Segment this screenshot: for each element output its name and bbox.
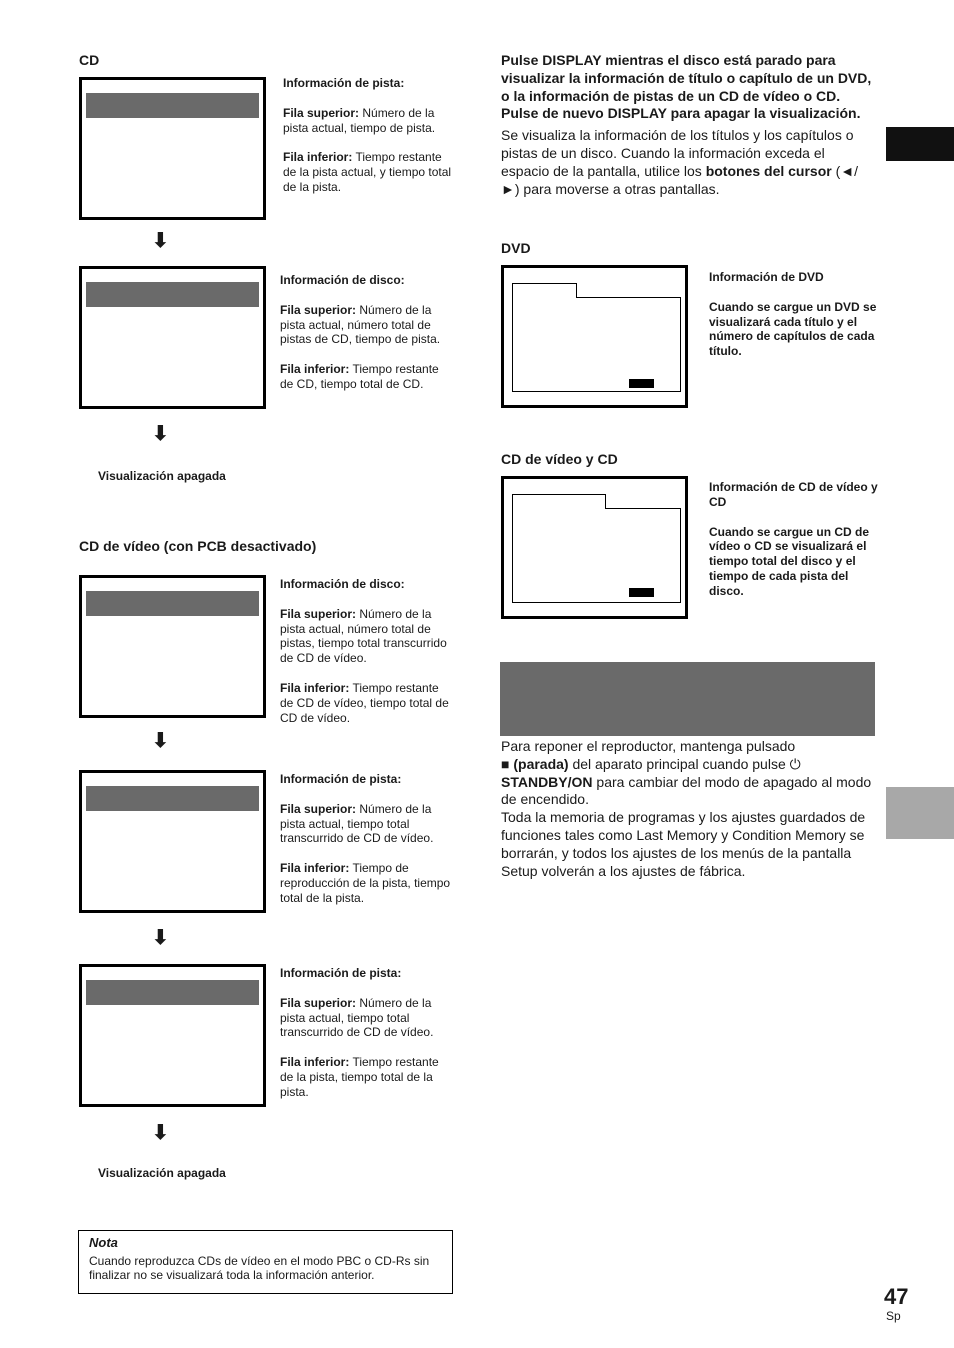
- stop-label: (parada): [509, 755, 569, 772]
- vcd-heading: CD de vídeo (con PCB desactivado): [79, 538, 317, 554]
- dvd-caption: [709, 270, 879, 359]
- display-off-label: Visualización apagada: [98, 469, 226, 483]
- bottom-row-text: Tiempo restante de CD, tiempo total de CD.: [280, 362, 439, 391]
- vcd-disc-caption: [280, 577, 455, 725]
- instruction-text-b: (◄/►) para moverse a otras pantallas.: [501, 162, 859, 197]
- top-row-text: Número de la pista actual, número total de pistas, tiempo total transcurrido de CD de vídeo.: [280, 606, 447, 666]
- bottom-row-text: Tiempo restante de CD de vídeo, tiempo total de CD de vídeo.: [280, 680, 449, 725]
- dvd-screen: [501, 265, 688, 408]
- cd-track-caption: [283, 76, 453, 195]
- top-row-text: Número de la pista actual, tiempo total transcurrido de CD de vídeo.: [280, 801, 434, 846]
- screen-info-bar: [86, 786, 259, 811]
- power-icon: ⏻: [789, 755, 801, 772]
- top-row-label: Fila superior:: [283, 105, 360, 120]
- section-banner: [500, 662, 875, 736]
- reset-line-1: Para reponer el reproductor, mantenga pulsado: [501, 738, 796, 754]
- top-row-label: Fila superior:: [280, 801, 357, 816]
- note-box: [78, 1230, 453, 1294]
- bottom-row-text: Tiempo de reproducción de la pista, tiempo total de la pista.: [280, 861, 451, 905]
- note-text: Cuando reproduzca CDs de vídeo en el modo PBC o CD-Rs sin finalizar no se visualizará toda la información anterior.: [89, 1254, 430, 1282]
- top-row-label: Fila superior:: [280, 995, 357, 1010]
- bottom-row-label: Fila inferior:: [283, 150, 353, 165]
- caption-title: Información de pista:: [280, 966, 402, 980]
- top-row-text: Número de la pista actual, tiempo total transcurrido de CD de vídeo.: [280, 995, 434, 1040]
- reset-line-2: del aparato principal cuando pulse: [568, 755, 790, 772]
- caption-title: Información de pista:: [283, 76, 405, 90]
- vcd-track-caption: [280, 772, 455, 906]
- caption-title: Información de disco:: [280, 577, 405, 591]
- screen-info-bar: [86, 591, 259, 616]
- standby-label: STANDBY/ON: [501, 773, 593, 790]
- top-row-text: Número de la pista actual, tiempo de pista.: [283, 105, 436, 135]
- page-number: 47: [884, 1284, 909, 1309]
- vcd-cd-screen: [501, 476, 688, 619]
- bottom-row-label: Fila inferior:: [280, 680, 350, 695]
- caption-text: Cuando se cargue un CD de vídeo o CD se visualizará el tiempo total del disco y el tiempo de cada pista del disco.: [709, 524, 870, 598]
- down-arrow-icon: ⬇: [152, 927, 169, 949]
- section-tab-gray: [886, 787, 954, 839]
- reset-line-3: para cambiar del modo de apagado al modo de encendido.: [501, 773, 872, 808]
- top-row-text: Número de la pista actual, número total de pistas de CD, tiempo de pista.: [280, 302, 441, 347]
- bottom-row-text: Tiempo restante de la pista, tiempo total de la pista.: [280, 1055, 439, 1099]
- screen-info-bar: [86, 282, 259, 307]
- down-arrow-icon: ⬇: [152, 230, 169, 252]
- reset-paragraph: [501, 738, 875, 809]
- bottom-row-label: Fila inferior:: [280, 861, 350, 876]
- screen-tab-notch: [576, 283, 681, 298]
- dvd-heading: DVD: [501, 240, 531, 256]
- top-row-label: Fila superior:: [280, 606, 357, 621]
- caption-text: Cuando se cargue un DVD se visualizará cada título y el número de capítulos de cada título.: [709, 299, 877, 359]
- reset-paragraph-2: Toda la memoria de programas y los ajustes guardados de funciones tales como Last Memory y Condition Memory se borrarán, y todos los ajustes de los menús de la pantalla Setup volverán a los ajustes de fábrica.: [501, 809, 866, 879]
- caption-title: Información de DVD: [709, 270, 824, 284]
- vcd-cd-heading: CD de vídeo y CD: [501, 451, 618, 467]
- stop-icon: ■: [501, 755, 510, 772]
- vcd-track-screen: [79, 770, 266, 913]
- instruction-text-a: Se visualiza la información de los títulos y los capítulos o pistas de un disco. Cuando la información exceda el espacio de la pantalla, utilice los: [501, 127, 854, 179]
- cd-track-screen: [79, 77, 266, 220]
- page-language: Sp: [886, 1309, 901, 1323]
- vcd-track-remaining-screen: [79, 964, 266, 1107]
- down-arrow-icon: ⬇: [152, 730, 169, 752]
- top-row-label: Fila superior:: [280, 302, 357, 317]
- reset-instructions: [501, 738, 875, 880]
- section-tab-black: [886, 127, 954, 161]
- caption-title: Información de pista:: [280, 772, 402, 786]
- screen-block: [629, 588, 654, 597]
- cd-disc-screen: [79, 266, 266, 409]
- display-off-label: Visualización apagada: [98, 1166, 226, 1180]
- caption-title: Información de disco:: [280, 273, 405, 287]
- screen-frame: [512, 283, 681, 392]
- display-instructions: [501, 52, 875, 198]
- bottom-row-label: Fila inferior:: [280, 1055, 350, 1070]
- cd-disc-caption: [280, 273, 455, 392]
- vcd-disc-screen: [79, 575, 266, 718]
- caption-title: Información de CD de vídeo y CD: [709, 480, 878, 509]
- screen-info-bar: [86, 93, 259, 118]
- bottom-row-label: Fila inferior:: [280, 362, 350, 377]
- cd-heading: CD: [79, 52, 100, 68]
- instruction-text: [501, 127, 875, 198]
- screen-block: [629, 379, 654, 388]
- screen-info-bar: [86, 980, 259, 1005]
- screen-tab-notch: [605, 494, 681, 509]
- bottom-row-text: Tiempo restante de la pista actual, y tiempo total de la pista.: [283, 150, 452, 194]
- vcd-track-remaining-caption: [280, 966, 455, 1100]
- note-title: Nota: [89, 1235, 118, 1250]
- vcd-cd-caption: [709, 480, 879, 599]
- cursor-buttons-label: botones del cursor: [705, 162, 832, 179]
- screen-frame: [512, 494, 681, 603]
- instruction-bold: Pulse DISPLAY mientras el disco está parado para visualizar la información de título o capítulo de un DVD, o la información de pistas de un CD de vídeo o CD. Pulse de nuevo DISPLAY para apagar la visualización.: [501, 52, 872, 122]
- down-arrow-icon: ⬇: [152, 1122, 169, 1144]
- down-arrow-icon: ⬇: [152, 423, 169, 445]
